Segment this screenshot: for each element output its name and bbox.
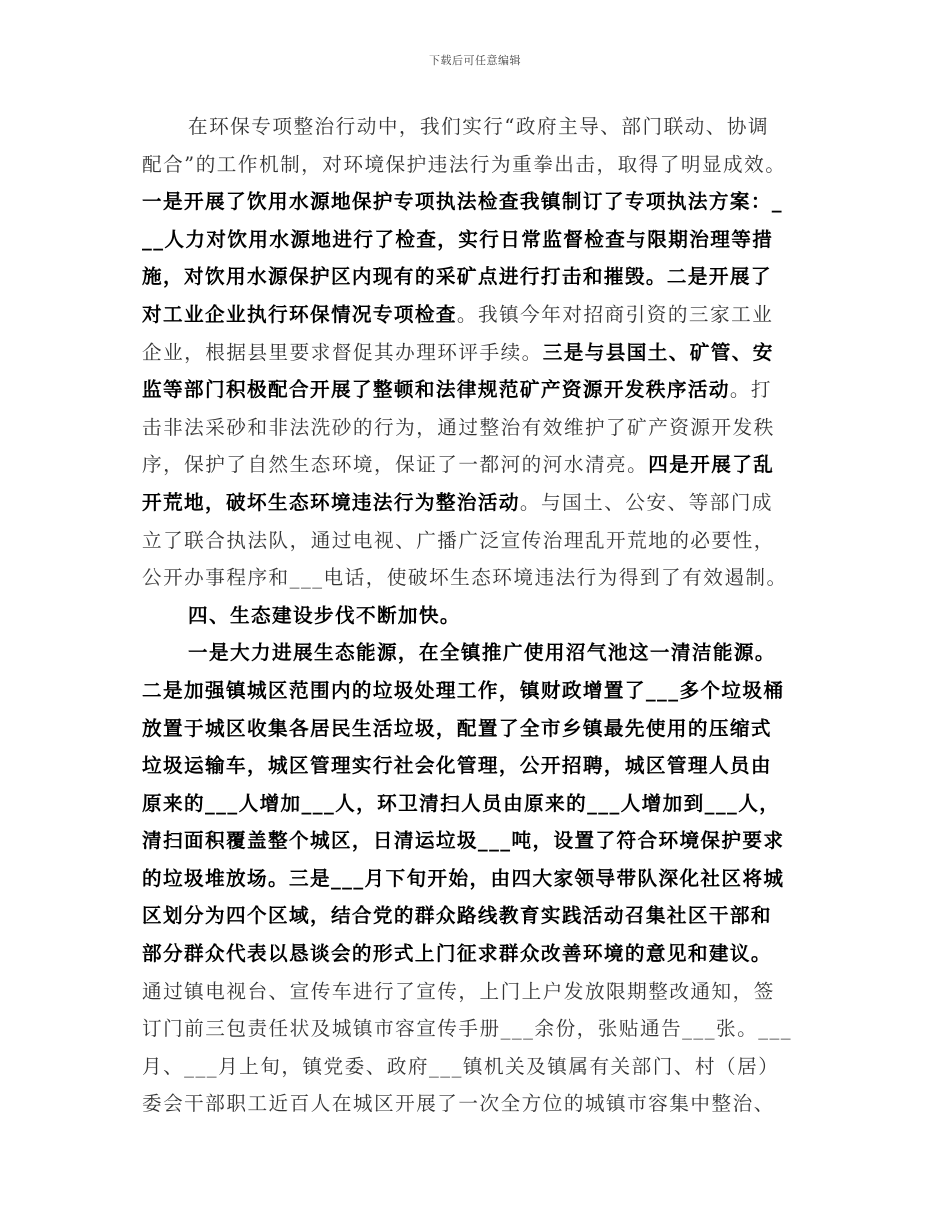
- text-segment: 击非法采砂和非法洗砂的行为，通过整治有效维护了矿产资源开发秩: [142, 415, 775, 439]
- text-segment: 订门前三包责任状及城镇市容宣传手册___余份，张贴通告___张。___: [142, 1017, 793, 1041]
- text-line: [142, 221, 822, 259]
- bold-text-segment: 开荒地，破坏生态环境违法行为整治活动: [142, 490, 520, 514]
- text-line: [142, 1048, 822, 1086]
- text-line: [142, 860, 822, 898]
- bold-text-segment: 二是加强镇城区范围内的垃圾处理工作，镇财政增置了___多个垃圾桶: [142, 678, 785, 702]
- page-header: 下载后可任意编辑: [429, 54, 521, 67]
- bold-text-segment: 三是与县国土、矿管、安: [542, 340, 774, 364]
- text-segment: 序，保护了自然生态环境，保证了一都河的河水清亮。: [142, 453, 649, 477]
- text-line: [142, 785, 822, 823]
- text-line: [142, 522, 822, 560]
- document-body: [142, 108, 822, 1123]
- text-line: [142, 258, 822, 296]
- text-line: [142, 334, 822, 372]
- text-line: [142, 1085, 822, 1123]
- text-segment: 公开办事程序和___电话，使破坏生态环境违法行为得到了有效遏制。: [142, 566, 788, 590]
- text-line: [142, 973, 822, 1011]
- text-segment: 通过镇电视台、宣传车进行了宣传，上门上户发放限期整改通知，签: [142, 979, 775, 1003]
- bold-text-segment: 的垃圾堆放场。三是___月下旬开始，由四大家领导带队深化社区将城: [142, 866, 785, 890]
- text-line: [142, 597, 822, 635]
- text-line: [142, 108, 822, 146]
- text-line: [142, 747, 822, 785]
- bold-text-segment: 四是开展了乱: [648, 453, 775, 477]
- bold-text-segment: 一是开展了饮用水源地保护专项执法检查我镇制订了专项执法方案：_: [142, 190, 784, 214]
- text-segment: 在环保专项整治行动中，我们实行“政府主导、部门联动、协调: [188, 115, 770, 138]
- text-line: [142, 935, 822, 973]
- text-line: [142, 183, 822, 221]
- text-line: [142, 634, 822, 672]
- text-line: [142, 822, 822, 860]
- text-line: [142, 1010, 822, 1048]
- bold-text-segment: 监等部门积极配合开展了整顿和法律规范矿产资源开发秩序活动: [142, 378, 730, 402]
- bold-text-segment: __人力对饮用水源地进行了检查，实行日常监督检查与限期治理等措: [142, 227, 774, 251]
- text-segment: 企业，根据县里要求督促其办理环评手续。: [142, 340, 543, 364]
- text-segment: 配合”的工作机制，对环境保护违法行为重拳出击，取得了明显成效。: [142, 152, 787, 176]
- text-line: [142, 409, 822, 447]
- text-segment: 立了联合执法队，通过电视、广播广泛宣传治理乱开荒地的必要性，: [142, 528, 775, 552]
- bold-text-segment: 区划分为四个区域，结合党的群众路线教育实践活动召集社区干部和: [142, 904, 772, 928]
- text-line: [142, 146, 822, 184]
- bold-text-segment: 一是大力进展生态能源，在全镇推广使用沼气池这一清洁能源。: [188, 641, 776, 665]
- text-line: [142, 371, 822, 409]
- text-segment: 。与国土、公安、等部门成: [519, 490, 774, 514]
- bold-text-segment: 对工业企业执行环保情况专项检查: [142, 302, 457, 326]
- text-line: [142, 559, 822, 597]
- bold-text-segment: 垃圾运输车，城区管理实行社会化管理，公开招聘，城区管理人员由: [142, 754, 772, 778]
- bold-text-segment: 放置于城区收集各居民生活垃圾，配置了全市乡镇最先使用的压缩式: [142, 716, 772, 740]
- text-line: [142, 710, 822, 748]
- text-segment: 委会干部职工近百人在城区开展了一次全方位的城镇市容集中整治、: [142, 1092, 775, 1116]
- text-line: [142, 446, 822, 484]
- text-segment: 。打: [729, 378, 773, 402]
- bold-text-segment: 清扫面积覆盖整个城区，日清运垃圾___吨，设置了符合环境保护要求: [142, 829, 785, 853]
- text-line: [142, 296, 822, 334]
- bold-text-segment: 部分群众代表以恳谈会的形式上门征求群众改善环境的意见和建议。: [142, 942, 772, 966]
- bold-text-segment: 四、生态建设步伐不断加快。: [188, 603, 461, 627]
- bold-text-segment: 施，对饮用水源保护区内现有的采矿点进行打击和摧毁。二是开展了: [142, 265, 772, 289]
- bold-text-segment: 原来的___人增加___人，环卫清扫人员由原来的___人增加到___人，: [142, 791, 781, 815]
- text-segment: 。我镇今年对招商引资的三家工业: [456, 302, 774, 326]
- text-line: [142, 897, 822, 935]
- text-line: [142, 484, 822, 522]
- text-line: [142, 672, 822, 710]
- text-segment: 月、___月上旬，镇党委、政府___镇机关及镇属有关部门、村（居）: [142, 1054, 780, 1078]
